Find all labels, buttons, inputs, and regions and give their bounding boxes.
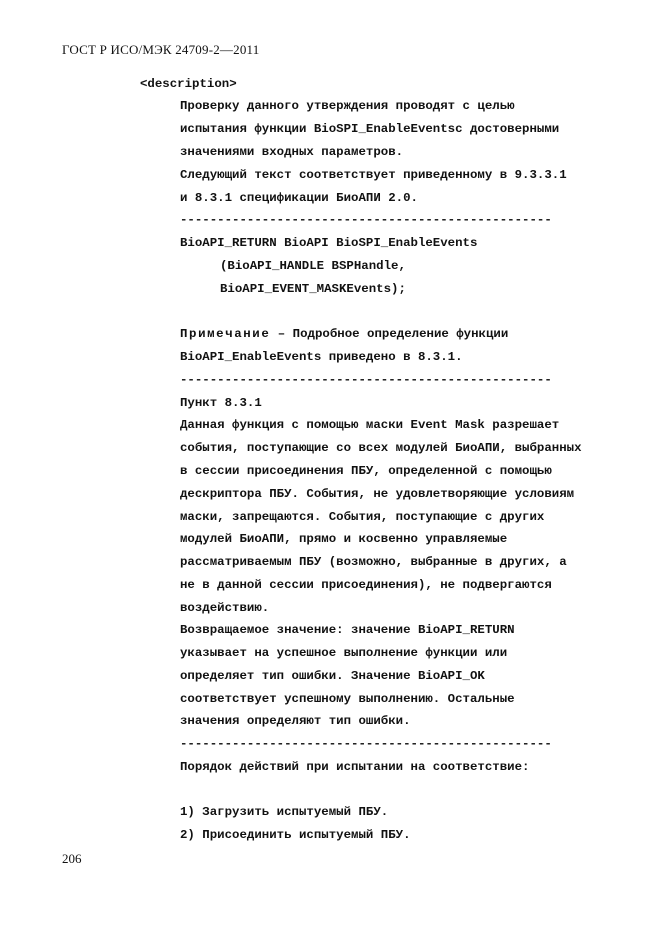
note-text: – Подробное определение функции [270, 327, 509, 341]
text-line: Данная функция с помощью маски Event Mask разрешает [180, 418, 560, 432]
text-line: Порядок действий при испытании на соответствие: [180, 760, 530, 774]
text-line: определяет тип ошибки. Значение BioAPI_OK [180, 669, 485, 683]
text-line: Возвращаемое значение: значение BioAPI_RETURN [180, 623, 515, 637]
list-item: 2) Присоединить испытуемый ПБУ. [180, 828, 411, 842]
text-line: указывает на успешное выполнение функции или [180, 646, 508, 660]
document-header: ГОСТ Р ИСО/МЭК 24709-2—2011 [62, 42, 260, 57]
text-line: BioAPI_EnableEvents приведено в 8.3.1. [180, 350, 463, 364]
text-line: Проверку данного утверждения проводят с целью [180, 99, 515, 113]
separator-line: -------------------------------------------------- [180, 737, 552, 751]
text-line: дескриптора ПБУ. События, не удовлетворяющие условиям [180, 487, 575, 501]
list-item: 1) Загрузить испытуемый ПБУ. [180, 805, 389, 819]
description-tag: <description> [140, 77, 237, 91]
page-number: 206 [62, 851, 82, 866]
text-line: испытания функции BioSPI_EnableEventsс достоверными [180, 122, 560, 136]
text-line: модулей БиоАПИ, прямо и косвенно управляемые [180, 532, 508, 546]
note-line [180, 325, 508, 343]
text-line: не в данной сессии присоединения), не подвергаются [180, 578, 552, 592]
note-label: Примечание [180, 327, 271, 341]
text-line: воздействию. [180, 601, 270, 615]
code-line: BioAPI_RETURN BioAPI BioSPI_EnableEvents [180, 236, 478, 250]
text-line: значения определяют тип ошибки. [180, 714, 411, 728]
text-line: рассматриваемым ПБУ (возможно, выбранные в других, а [180, 555, 567, 569]
text-line: события, поступающие со всех модулей БиоАПИ, выбранных [180, 441, 582, 455]
text-line: соответствует успешному выполнению. Остальные [180, 692, 515, 706]
text-line: в сессии присоединения ПБУ, определенной с помощью [180, 464, 552, 478]
text-line: Следующий текст соответствует приведенному в 9.3.3.1 [180, 168, 567, 182]
text-line: Пункт 8.3.1 [180, 396, 262, 410]
separator-line: -------------------------------------------------- [180, 213, 552, 227]
text-line: маски, запрещаются. События, поступающие с других [180, 510, 545, 524]
code-line: BioAPI_EVENT_MASKEvents); [220, 282, 406, 296]
text-line: значениями входных параметров. [180, 145, 404, 159]
text-line: и 8.3.1 спецификации БиоАПИ 2.0. [180, 191, 418, 205]
code-line: (BioAPI_HANDLE BSPHandle, [220, 259, 406, 273]
separator-line: -------------------------------------------------- [180, 373, 552, 387]
